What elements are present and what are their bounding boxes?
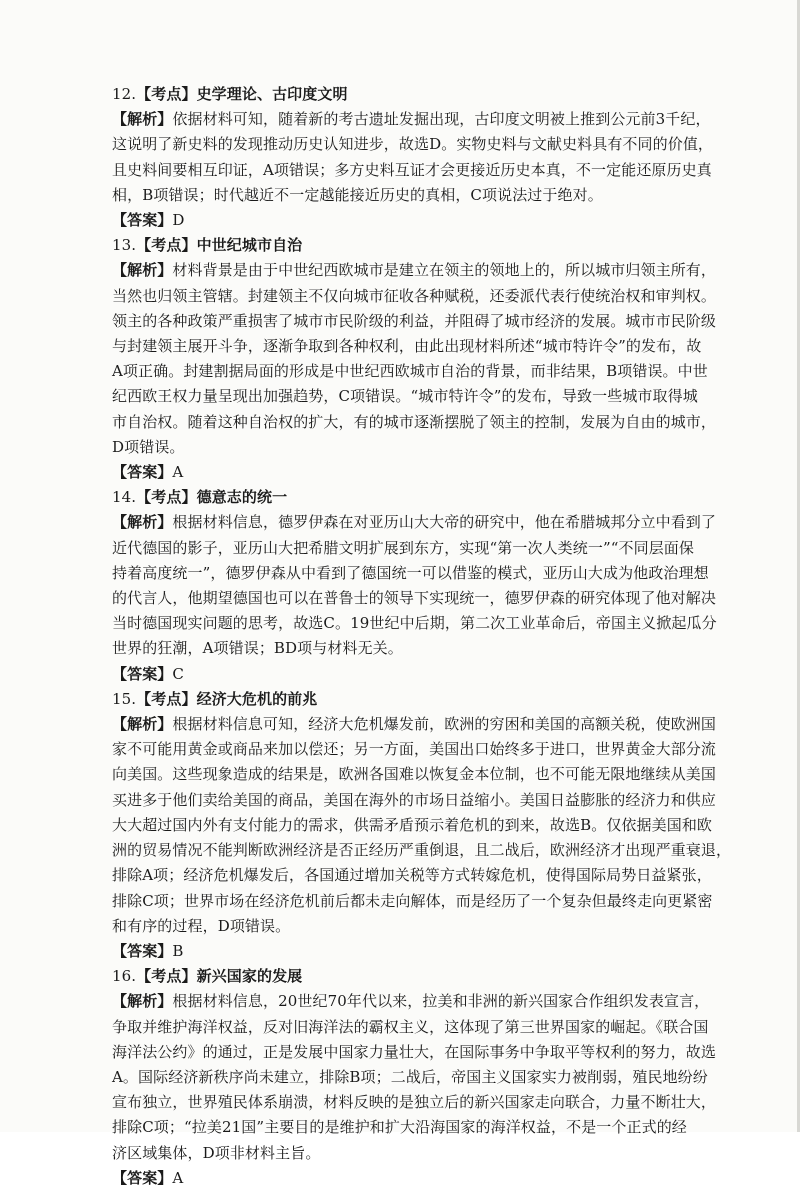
analysis-tag: 【解析】 <box>112 110 173 129</box>
question-number: 13. <box>112 236 137 255</box>
analysis-line <box>112 813 740 838</box>
answer-value: C <box>172 664 184 683</box>
analysis-text: A项正确。封建割据局面的形成是中世纪西欧城市自治的背景，而非结果，B项错误。中世 <box>112 362 708 381</box>
topic-text: 德意志的统一 <box>196 488 288 507</box>
analysis-text: 济区域集体，D项非材料主旨。 <box>112 1143 321 1162</box>
question-topic-line <box>112 687 740 712</box>
analysis-line <box>112 132 740 157</box>
analysis-text: 排除C项；“拉美21国”主要目的是维护和扩大沿海国家的海洋权益，不是一个正式的经 <box>112 1118 687 1137</box>
analysis-line <box>112 258 740 283</box>
analysis-line <box>112 309 740 334</box>
analysis-text: 世界的狂潮，A项错误；BD项与材料无关。 <box>112 639 403 658</box>
analysis-text: 根据材料信息，20世纪70年代以来，拉美和非洲的新兴国家合作组织发表宣言， <box>172 992 710 1011</box>
analysis-text: 相，B项错误；时代越近不一定越能接近历史的真相，C项说法过于绝对。 <box>112 185 603 204</box>
analysis-line <box>112 863 740 888</box>
question-topic-line <box>112 485 740 510</box>
analysis-line <box>112 889 740 914</box>
question-14-block <box>112 485 740 687</box>
analysis-tag: 【解析】 <box>112 513 173 532</box>
analysis-line <box>112 1040 740 1065</box>
topic-text: 中世纪城市自治 <box>196 236 303 255</box>
answer-tag: 【答案】 <box>112 211 173 230</box>
question-number: 14. <box>112 488 137 507</box>
question-topic-line <box>112 82 740 107</box>
topic-text: 新兴国家的发展 <box>196 967 303 986</box>
analysis-line <box>112 1115 740 1140</box>
analysis-text: 市自治权。随着这种自治权的扩大，有的城市逐渐摆脱了领主的控制，发展为自由的城市， <box>112 412 717 431</box>
analysis-line <box>112 284 740 309</box>
analysis-text: 争取并维护海洋权益，反对旧海洋法的霸权主义，这体现了第三世界国家的崛起。《联合国 <box>112 1017 709 1036</box>
topic-tag: 【考点】 <box>136 488 197 507</box>
question-number: 15. <box>112 689 137 708</box>
question-number: 16. <box>112 967 137 986</box>
analysis-tag: 【解析】 <box>112 992 173 1011</box>
answer-value: B <box>172 941 184 960</box>
analysis-line <box>112 636 740 661</box>
answer-line <box>112 460 740 485</box>
answer-value: A <box>172 1168 184 1187</box>
analysis-text: A。国际经济新秩序尚未建立，排除B项；二战后，帝国主义国家实力被削弱，殖民地纷纷 <box>112 1067 708 1086</box>
answer-line <box>112 662 740 687</box>
analysis-text: 近代德国的影子，亚历山大把希腊文明扩展到东方，实现“第一次人类统一”“不同层面保 <box>112 538 695 557</box>
analysis-text: 买进多于他们卖给美国的商品，美国在海外的市场日益缩小。美国日益膨胀的经济力和供应 <box>112 790 717 809</box>
analysis-text: 向美国。这些现象造成的结果是，欧洲各国难以恢复金本位制，也不可能无限地继续从美国 <box>112 765 717 784</box>
analysis-tag: 【解析】 <box>112 261 173 280</box>
analysis-text: 这说明了新史料的发现推动历史认知进步，故选D。实物史料与文献史料具有不同的价值， <box>112 135 714 154</box>
question-16-block <box>112 964 740 1191</box>
analysis-text: 纪西欧王权力量呈现出加强趋势，C项错误。“城市特许令”的发布，导致一些城市取得城 <box>112 387 698 406</box>
analysis-text: 根据材料信息，德罗伊森在对亚历山大大帝的研究中，他在希腊城邦分立中看到了 <box>172 513 717 532</box>
answer-tag: 【答案】 <box>112 1168 173 1187</box>
analysis-line <box>112 1090 740 1115</box>
analysis-text: 持着高度统一”，德罗伊森从中看到了德国统一可以借鉴的模式，亚历山大成为他政治理想 <box>112 563 709 582</box>
analysis-text: 排除A项；经济危机爆发后，各国通过增加关税等方式转嫁危机，使得国际局势日益紧张， <box>112 866 712 885</box>
question-topic-line <box>112 964 740 989</box>
analysis-line <box>112 914 740 939</box>
answer-value: A <box>172 463 184 482</box>
analysis-text: 和有序的过程，D项错误。 <box>112 916 291 935</box>
topic-tag: 【考点】 <box>136 689 197 708</box>
topic-tag: 【考点】 <box>136 236 197 255</box>
answer-tag: 【答案】 <box>112 664 173 683</box>
analysis-line <box>112 838 740 863</box>
topic-text: 经济大危机的前兆 <box>196 689 318 708</box>
analysis-line <box>112 1065 740 1090</box>
analysis-text: 家不可能用黄金或商品来加以偿还；另一方面，美国出口始终多于进口，世界黄金大部分流 <box>112 740 717 759</box>
analysis-line <box>112 107 740 132</box>
analysis-text: 宣布独立，世界殖民体系崩溃，材料反映的是独立后的新兴国家走向联合，力量不断壮大， <box>112 1093 717 1112</box>
analysis-line <box>112 359 740 384</box>
answer-key-content <box>112 82 740 1191</box>
analysis-line <box>112 737 740 762</box>
analysis-text: 当时德国现实问题的思考，故选C。19世纪中后期，第二次工业革命后，帝国主义掀起瓜分 <box>112 614 717 633</box>
question-topic-line <box>112 233 740 258</box>
analysis-text: D项错误。 <box>112 437 185 456</box>
topic-tag: 【考点】 <box>136 967 197 986</box>
analysis-line <box>112 586 740 611</box>
topic-tag: 【考点】 <box>136 85 197 103</box>
answer-line <box>112 939 740 964</box>
analysis-text: 领主的各种政策严重损害了城市市民阶级的利益，并阻碍了城市经济的发展。城市市民阶级 <box>112 311 717 330</box>
analysis-line <box>112 1015 740 1040</box>
analysis-line <box>112 410 740 435</box>
analysis-line <box>112 158 740 183</box>
question-12-block <box>112 82 740 233</box>
analysis-line <box>112 334 740 359</box>
analysis-line <box>112 384 740 409</box>
analysis-line <box>112 435 740 460</box>
analysis-text: 排除C项；世界市场在经济危机前后都未走向解体，而是经历了一个复杂但最终走向更紧密 <box>112 891 713 910</box>
analysis-line <box>112 611 740 636</box>
analysis-line <box>112 989 740 1014</box>
analysis-text: 的代言人，他期望德国也可以在普鲁士的领导下实现统一，德罗伊森的研究体现了他对解决 <box>112 589 717 608</box>
analysis-text: 大大超过国内外有支付能力的需求，供需矛盾预示着危机的到来，故选B。仅依据美国和欧 <box>112 815 713 834</box>
answer-tag: 【答案】 <box>112 941 173 960</box>
analysis-text: 洲的贸易情况不能判断欧洲经济是否正经历严重倒退，且二战后，欧洲经济才出现严重衰退， <box>112 841 732 860</box>
analysis-line <box>112 788 740 813</box>
question-number: 12. <box>112 85 137 103</box>
analysis-text: 海洋法公约》的通过，正是发展中国家力量壮大，在国际事务中争取平等权利的努力，故选 <box>112 1042 717 1061</box>
analysis-text: 根据材料信息可知，经济大危机爆发前，欧洲的穷困和美国的高额关税，使欧洲国 <box>172 715 717 734</box>
analysis-text: 与封建领主展开斗争，逐渐争取到各种权利，由此出现材料所述“城市特许令”的发布，故 <box>112 337 702 356</box>
analysis-line <box>112 536 740 561</box>
answer-line <box>112 1166 740 1191</box>
answer-line <box>112 208 740 233</box>
question-13-block <box>112 233 740 485</box>
analysis-line <box>112 1141 740 1166</box>
analysis-tag: 【解析】 <box>112 715 173 734</box>
answer-value: D <box>172 211 185 230</box>
analysis-line <box>112 712 740 737</box>
analysis-text: 材料背景是由于中世纪西欧城市是建立在领主的领地上的，所以城市归领主所有， <box>172 261 717 280</box>
analysis-line <box>112 762 740 787</box>
analysis-line <box>112 510 740 535</box>
question-15-block <box>112 687 740 964</box>
analysis-text: 且史料间要相互印证，A项错误；多方史料互证才会更接近历史本真，不一定能还原历史真 <box>112 160 712 179</box>
analysis-line <box>112 561 740 586</box>
analysis-text: 当然也归领主管辖。封建领主不仅向城市征收各种赋税，还委派代表行使统治权和审判权。 <box>112 286 717 305</box>
answer-tag: 【答案】 <box>112 463 173 482</box>
analysis-line <box>112 183 740 208</box>
analysis-text: 依据材料可知，随着新的考古遗址发掘出现，古印度文明被上推到公元前3千纪， <box>172 110 711 129</box>
topic-text: 史学理论、古印度文明 <box>196 85 348 103</box>
